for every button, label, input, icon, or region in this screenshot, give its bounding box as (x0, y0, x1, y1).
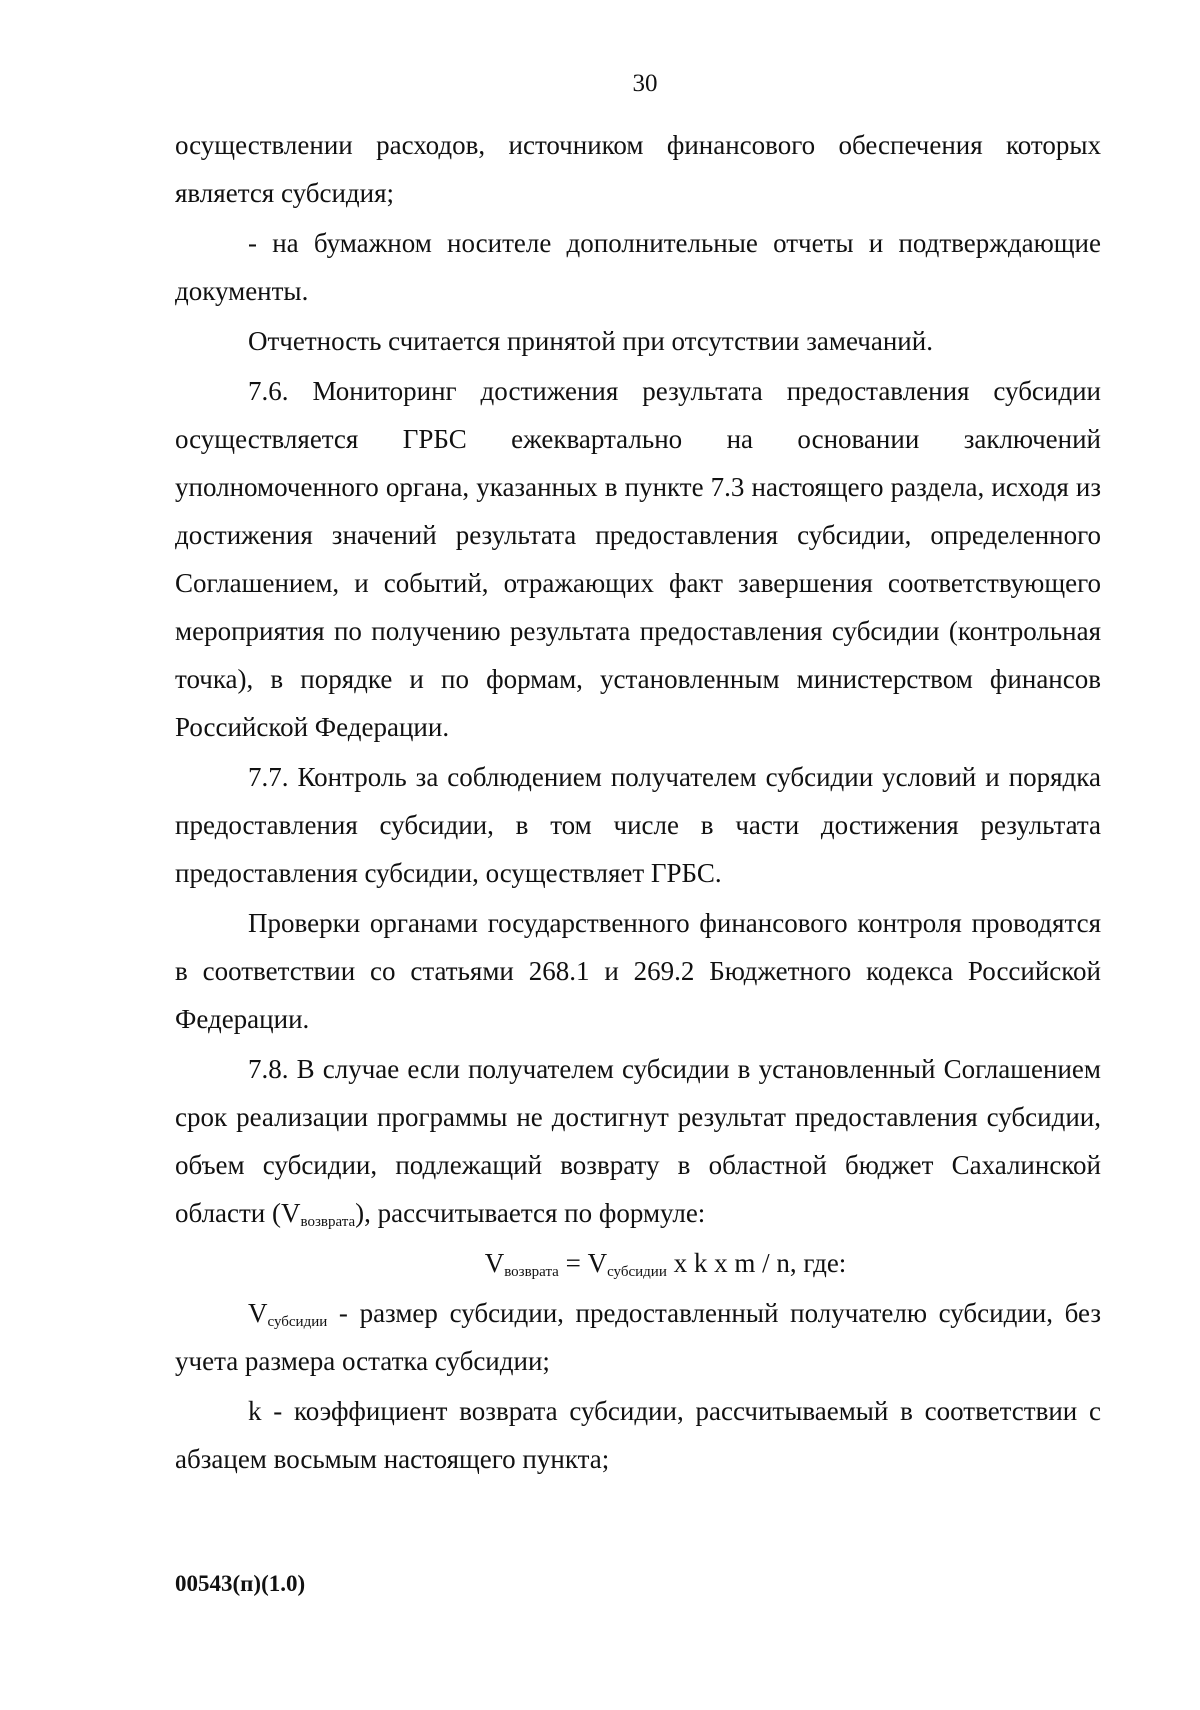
paragraph-7-7-control: 7.7. Контроль за соблюдением получателем субсидии условий и порядка предоставления субсидии, в том числе в части достижения результата предоставления субсидии, осуществляет ГРБС. (175, 762, 1101, 888)
formula-v-refund: V (484, 1248, 505, 1278)
paragraph-continuation: осуществлении расходов, источником финансового обеспечения которых является субсидия; (175, 130, 1101, 208)
paragraph-7-8-text: 7.8. В случае если получателем субсидии в установленный Соглашением срок реализации программы не достигнут результат предоставления субсидии, объем субсидии, подлежащий возврату в областной бюджет Сахалинской области (V (175, 1054, 1101, 1228)
formula-tail: x k x m / n, где: (666, 1248, 847, 1278)
paragraph-7-8-refund (175, 1045, 1101, 1237)
document-body (175, 121, 1101, 1483)
v-subsidy-definition-text: - размер субсидии, предоставленный получателю субсидии, без учета размера остатка субсидии; (175, 1298, 1101, 1376)
paragraph-reporting-accepted: Отчетность считается принятой при отсутствии замечаний. (248, 326, 933, 356)
paragraph-k-definition: k - коэффициент возврата субсидии, рассчитываемый в соответствии с абзацем восьмым настоящего пункта; (175, 1396, 1101, 1474)
paragraph-paper-reports: - на бумажном носителе дополнительные отчеты и подтверждающие документы. (175, 228, 1101, 306)
subscript-subsidii: субсидии (267, 1314, 328, 1330)
subscript-vozvrata: возврата (300, 1214, 356, 1230)
paragraph-7-6-monitoring: 7.6. Мониторинг достижения результата предоставления субсидии осуществляется ГРБС ежеквартально на основании заключений уполномоченного органа, указанных в пункте 7.3 настоящего раздела, исходя из достижения значений результата предоставления субсидии, определенного Соглашением, и событий, отражающих факт завершения соответствующего мероприятия по получению результата предоставления субсидии (контрольная точка), в порядке и по формам, установленным министерством финансов Российской Федерации. (175, 376, 1101, 742)
footer-document-code: 00543(п)(1.0) (175, 1571, 306, 1596)
paragraph-7-8-tail: ), рассчитывается по формуле: (355, 1198, 706, 1228)
formula-equals-v: = V (558, 1248, 608, 1278)
refund-formula (175, 1239, 1101, 1287)
paragraph-inspections: Проверки органами государственного финансового контроля проводятся в соответствии со статьями 268.1 и 269.2 Бюджетного кодекса Российской Федерации. (175, 908, 1101, 1034)
formula-sub-subsidy: субсидии (607, 1264, 667, 1280)
formula-sub-refund: возврата (504, 1264, 559, 1280)
page-number: 30 (632, 70, 658, 97)
v-symbol: V (248, 1298, 268, 1328)
paragraph-v-subsidy-definition (175, 1289, 1101, 1385)
